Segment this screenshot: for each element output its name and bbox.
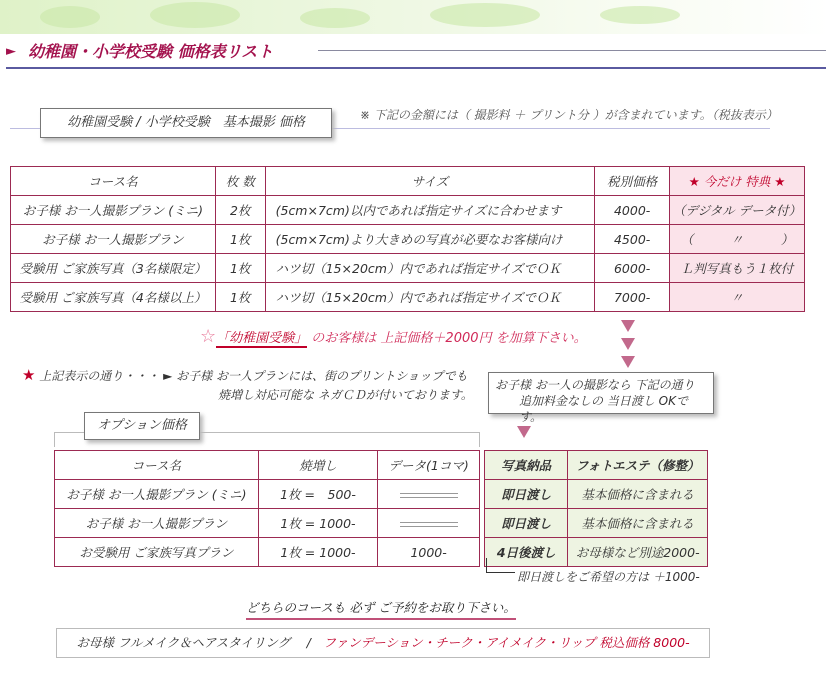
cell-reprint: 1枚 = 1000-: [258, 538, 378, 567]
table-row: [11, 254, 805, 283]
table-row: [55, 538, 480, 567]
cell-data: [378, 509, 480, 538]
table-row: [485, 480, 708, 509]
header-retouch: フォトエステ（修整）: [568, 451, 708, 480]
note-line1b: ► お子様 お一人プランには、街のプリントショップでも: [163, 369, 468, 383]
header-bonus: ★ 今だけ 特典 ★: [670, 167, 805, 196]
callout-line1: お子様 お一人の撮影なら 下記の通り: [495, 378, 695, 392]
makeup-price-box: [56, 628, 710, 658]
cell-size: ハツ切（15×20cm）内であれば指定サイズでＯＫ: [265, 283, 595, 312]
basic-price-label: 幼稚園受験 / 小学校受験 基本撮影 価格: [40, 108, 332, 138]
cell-delivery: 4日後渡し: [485, 538, 568, 567]
cell-size: (5cm×7cm)以内であれば指定サイズに合わせます: [265, 196, 595, 225]
cell-count: 1枚: [215, 254, 265, 283]
cell-size: ハツ切（15×20cm）内であれば指定サイズでＯＫ: [265, 254, 595, 283]
cell-count: 1枚: [215, 283, 265, 312]
table-header-row: [55, 451, 480, 480]
page-heading: [6, 38, 826, 68]
table-row: [11, 283, 805, 312]
cell-bonus: Ｌ判写真もう１枚付: [670, 254, 805, 283]
cell-course: お受験用 ご家族写真プラン: [55, 538, 259, 567]
header-size: サイズ: [265, 167, 595, 196]
cell-reprint: 1枚 = 500-: [258, 480, 378, 509]
option-table: [54, 450, 480, 567]
cell-price: 4000-: [595, 196, 670, 225]
cell-course: お子様 お一人撮影プラン: [55, 509, 259, 538]
header-price: 税別価格: [595, 167, 670, 196]
cell-price: 7000-: [595, 283, 670, 312]
note-line2: 焼増し対応可能な ネガＣＤが付いております。: [218, 388, 473, 402]
table-row: [11, 196, 805, 225]
heading-rule: [318, 50, 826, 51]
header-data: データ(1コマ): [378, 451, 480, 480]
callout-line2: 追加料金なしの 当日渡し OKです。: [519, 394, 688, 424]
header-course: コース名: [11, 167, 216, 196]
cell-course: 受験用 ご家族写真（4名様以上）: [11, 283, 216, 312]
top-banner: [0, 0, 830, 34]
cell-course: 受験用 ご家族写真（3名様限定）: [11, 254, 216, 283]
cell-count: 1枚: [215, 225, 265, 254]
table-header-row: [11, 167, 805, 196]
dash-icon: [400, 493, 458, 498]
heading-arrow-icon: ►: [6, 44, 16, 59]
header-delivery: 写真納品: [485, 451, 568, 480]
table-header-row: [485, 451, 708, 480]
down-arrow-icon: [621, 356, 635, 368]
cell-bonus: 〃: [670, 283, 805, 312]
kinder-surcharge-note: [200, 326, 587, 347]
kinder-text: のお客様は 上記価格＋2000円 を加算下さい。: [311, 331, 587, 346]
cell-retouch: お母様など別途2000-: [568, 538, 708, 567]
cell-size: (5cm×7cm)より大きめの写真が必要なお客様向け: [265, 225, 595, 254]
same-day-fee-note: 即日渡しをご希望の方は ＋1000-: [486, 568, 700, 585]
header-count: 枚 数: [215, 167, 265, 196]
table-row: [485, 538, 708, 567]
table-row: [11, 225, 805, 254]
cell-course: お子様 お一人撮影プラン (ミニ): [11, 196, 216, 225]
header-course: コース名: [55, 451, 259, 480]
cell-price: 6000-: [595, 254, 670, 283]
down-arrow-icon: [621, 338, 635, 350]
tax-note: ※ 下記の金額には（ 撮影料 ＋ プリント分 ）が含まれています。（税抜表示）: [360, 108, 778, 122]
reservation-note: どちらのコースも 必ず ご予約をお取り下さい。: [246, 598, 516, 620]
cell-count: 2枚: [215, 196, 265, 225]
star-icon: ★: [22, 366, 36, 384]
makeup-items: ファンデーション・チーク・アイメイク・リップ: [323, 635, 596, 650]
page-title: 幼稚園・小学校受験 価格表リスト: [28, 42, 274, 61]
makeup-label: お母様 フルメイク＆ヘアスタイリング /: [76, 635, 324, 650]
cell-reprint: 1枚 = 1000-: [258, 509, 378, 538]
heading-underline: [6, 67, 826, 69]
cell-delivery: 即日渡し: [485, 480, 568, 509]
table-row: [485, 509, 708, 538]
table-row: [55, 480, 480, 509]
cell-retouch: 基本価格に含まれる: [568, 480, 708, 509]
cell-retouch: 基本価格に含まれる: [568, 509, 708, 538]
cell-data: [378, 480, 480, 509]
header-reprint: 焼増し: [258, 451, 378, 480]
cell-bonus: （ 〃 ）: [670, 225, 805, 254]
table-row: [55, 509, 480, 538]
basic-price-table: [10, 166, 805, 312]
star-outline-icon: ☆: [200, 326, 217, 347]
delivery-table: [484, 450, 708, 567]
down-arrow-icon: [517, 426, 531, 438]
option-price-label: オプション価格: [84, 412, 200, 440]
down-arrow-icon: [621, 320, 635, 332]
kinder-label: 「幼稚園受験」: [216, 331, 308, 346]
cell-course: お子様 お一人撮影プラン (ミニ): [55, 480, 259, 509]
cell-price: 4500-: [595, 225, 670, 254]
connector-line: [486, 558, 515, 573]
dash-icon: [400, 522, 458, 527]
negative-cd-note: [22, 366, 473, 405]
cell-bonus: （デジタル データ付）: [670, 196, 805, 225]
makeup-price: 税込価格 8000-: [599, 635, 690, 650]
same-day-callout: [488, 372, 714, 424]
note-line1a: 上記表示の通り・・・: [39, 369, 160, 383]
cell-course: お子様 お一人撮影プラン: [11, 225, 216, 254]
cell-data: 1000-: [378, 538, 480, 567]
cell-delivery: 即日渡し: [485, 509, 568, 538]
